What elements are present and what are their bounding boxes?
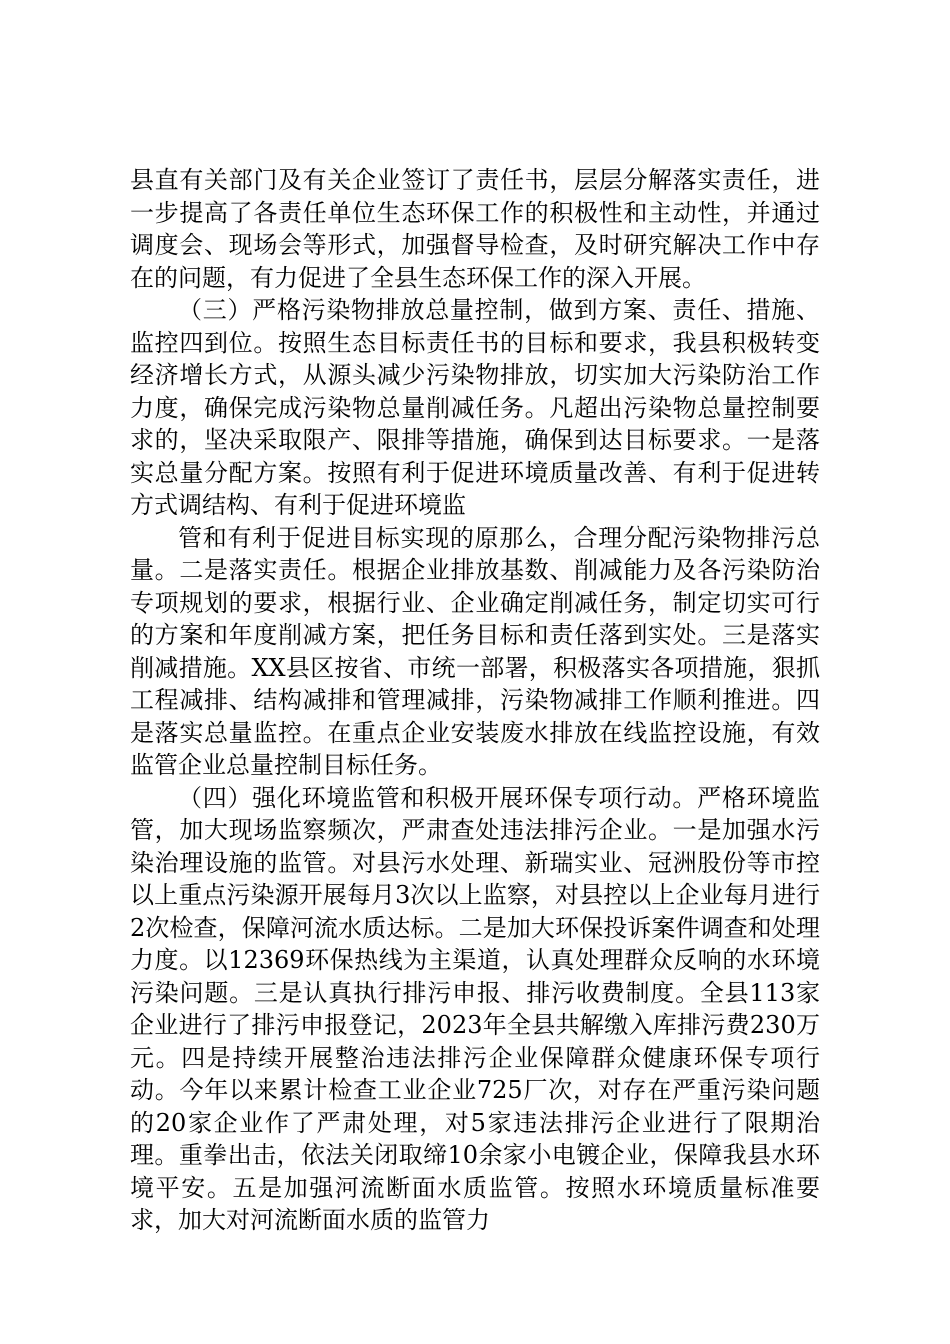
paragraph-section-three: （三）严格污染物排放总量控制，做到方案、责任、措施、监控四到位。按照生态目标责任书的目标和要求，我县积极转变经济增长方式，从源头减少污染物排放，切实加大污染防治工作力度，确保完成污染物总量削减任务。凡超出污染物总量控制要求的，坚决采取限产、限排等措施，确保到达目标要求。一是落实总量分配方案。按照有利于促进环境质量改善、有利于促进转方式调结构、有利于促进环境监	[130, 296, 820, 519]
body-text	[130, 164, 820, 1237]
paragraph-section-four: （四）强化环境监管和积极开展环保专项行动。严格环境监管，加大现场监察频次，严肃查处违法排污企业。一是加强水污染治理设施的监管。对县污水处理、新瑞实业、冠洲股份等市控以上重点污染源开展每月3次以上监察，对县控以上企业每月进行2次检查，保障河流水质达标。二是加大环保投诉案件调查和处理力度。以12369环保热线为主渠道，认真处理群众反响的水环境污染问题。三是认真执行排污申报、排污收费制度。全县113家企业进行了排污申报登记，2023年全县共解缴入库排污费230万元。四是持续开展整治违法排污企业保障群众健康环保专项行动。今年以来累计检查工业企业725厂次，对存在严重污染问题的20家企业作了严肃处理，对5家违法排污企业进行了限期治理。重拳出击，依法关闭取缔10余家小电镀企业，保障我县水环境平安。五是加强河流断面水质监管。按照水环境质量标准要求，加大对河流断面水质的监管力	[130, 783, 820, 1234]
paragraph-section-three-continued: 管和有利于促进目标实现的原那么，合理分配污染物排污总量。二是落实责任。根据企业排放基数、削减能力及各污染防治专项规划的要求，根据行业、企业确定削减任务，制定切实可行的方案和年度削减方案，把任务目标和责任落到实处。三是落实削减措施。XX县区按省、市统一部署，积极落实各项措施，狠抓工程减排、结构减排和管理减排，污染物减排工作顺利推进。四是落实总量监控。在重点企业安装废水排放在线监控设施，有效监管企业总量控制目标任务。	[130, 523, 820, 779]
paragraph-continuation: 县直有关部门及有关企业签订了责任书，层层分解落实责任，进一步提高了各责任单位生态环保工作的积极性和主动性，并通过调度会、现场会等形式，加强督导检查，及时研究解决工作中存在的问题，有力促进了全县生态环保工作的深入开展。	[130, 166, 820, 292]
